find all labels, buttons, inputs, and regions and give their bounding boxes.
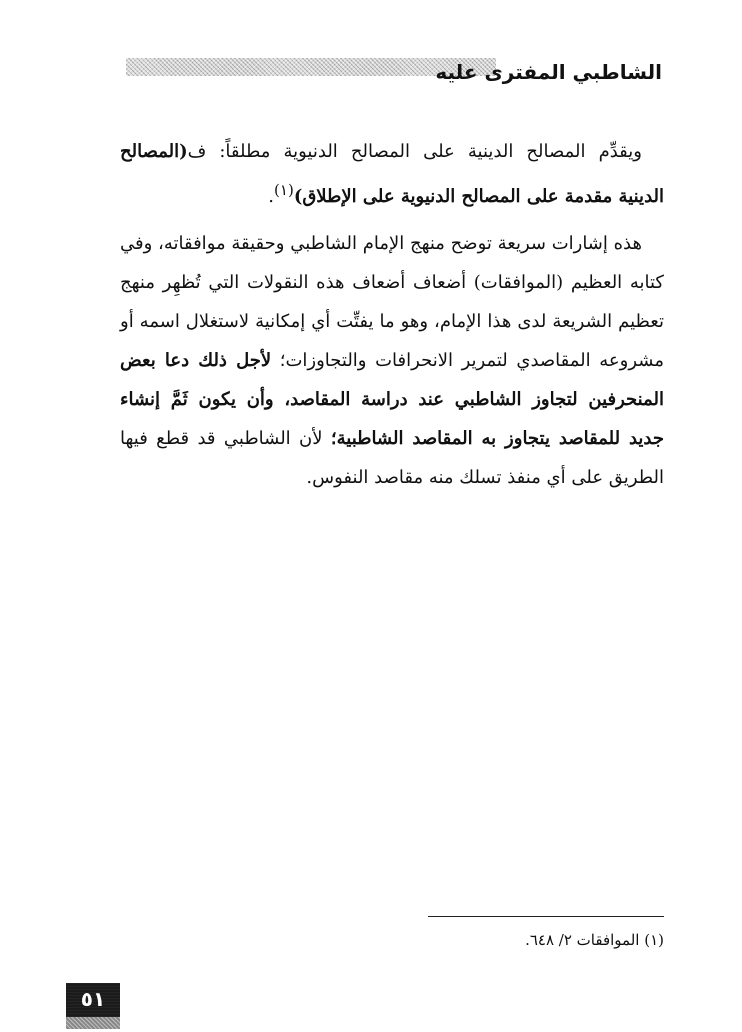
page-number-box-texture <box>66 1017 120 1029</box>
page-number: ٥١ <box>80 987 106 1011</box>
paragraph-2-text-end: لأن الشاطبي قد قطع فيها الطريق على أي منفذ تسلك منه مقاصد النفوس. <box>120 428 664 488</box>
main-content <box>120 132 664 497</box>
page-number-box <box>66 983 120 1029</box>
paragraph-1-text-start: ويقدِّم المصالح الدينية على المصالح الدنيوية مطلقاً: ف <box>187 141 642 162</box>
footnote-marker: (١) <box>274 181 294 199</box>
paragraph-2-bold-text: لأجل ذلك دعا بعض المنحرفين لتجاوز الشاطبي عند دراسة المقاصد، وأن يكون ثَمَّ إنشاء جديد للمقاصد يتجاوز به المقاصد الشاطبية؛ <box>120 350 664 449</box>
footnote-text: (١) الموافقات ٢/ ٦٤٨. <box>525 931 664 949</box>
footnote-separator <box>428 916 664 917</box>
paragraph-2 <box>120 224 664 497</box>
paragraph-1-quote: (المصالح الدينية مقدمة على المصالح الدنيوية على الإطلاق) <box>120 141 664 207</box>
paragraph-1-text-end: . <box>268 186 275 207</box>
running-header-title: الشاطبي المفترى عليه <box>435 60 662 84</box>
paragraph-1 <box>120 132 664 216</box>
paragraph-2-text-start: هذه إشارات سريعة توضح منهج الإمام الشاطبي وحقيقة موافقاته، وفي كتابه العظيم (الموافقات) أضعاف أضعاف هذه النقولات التي تُظهِر منهج تعظيم الشريعة لدى هذا الإمام، وهو ما يفتِّت أي إمكانية لاستغلال اسمه أو مشروعه المقاصدي لتمرير الانحرافات والتجاوزات؛ <box>120 233 664 371</box>
